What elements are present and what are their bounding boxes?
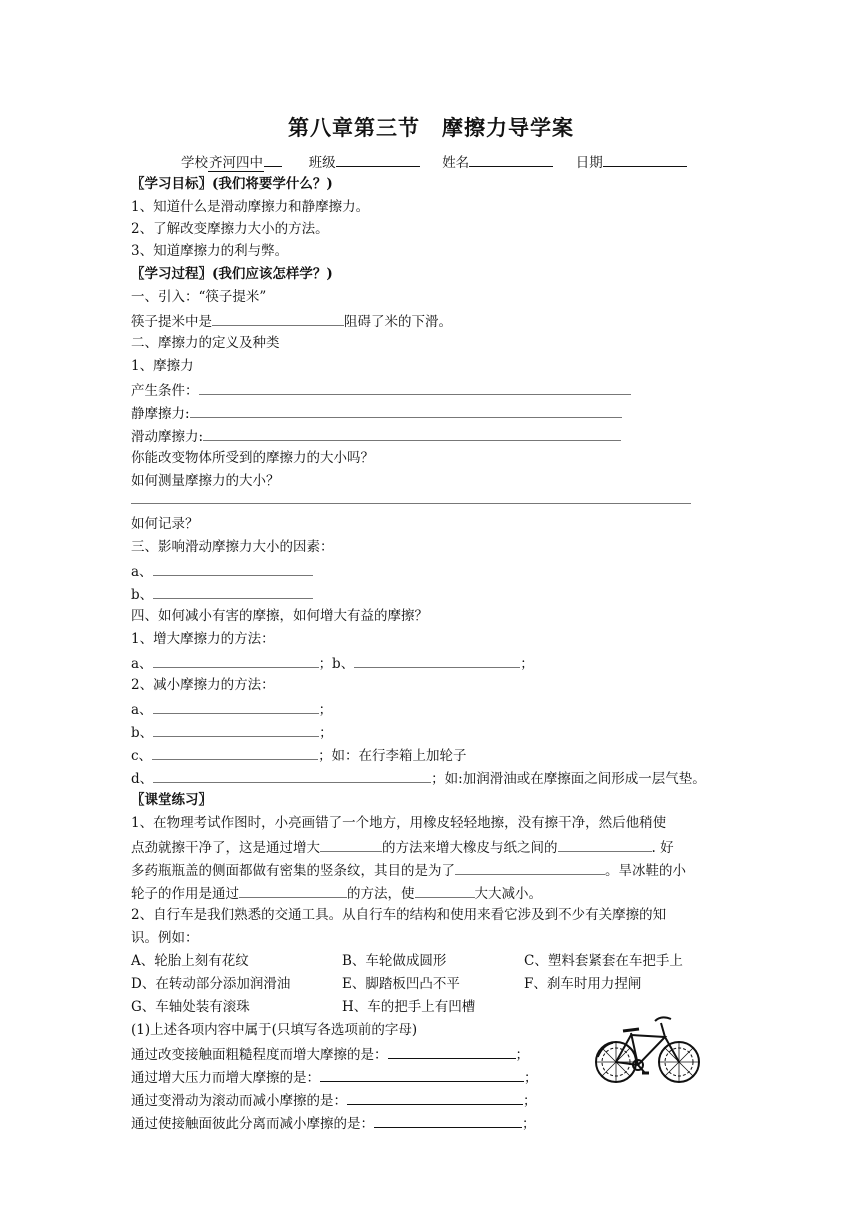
section-2-heading: 二、摩擦力的定义及种类 [131,335,280,351]
practice-1-line-3 [131,860,686,881]
factor-a-blank[interactable] [153,561,313,576]
practice-1-line-2 [131,837,674,858]
sub-question-1: (1)上述各项内容中属于(只填写各选项前的字母) [131,1022,418,1038]
process-heading: 〖学习过程〗(我们应该怎样学？) [131,266,333,282]
decrease-c-example: ；如：在行李箱上加轮子 [318,748,467,764]
practice-heading: 〖课堂练习〗 [131,792,212,808]
increase-a-blank[interactable] [153,653,319,668]
condition-row [131,380,631,401]
question-change-friction: 你能改变物体所受到的摩擦力的大小吗？ [131,450,374,466]
static-label: 静摩擦力: [131,406,190,422]
p1-text-g: 的方法，使 [347,886,415,902]
fill-1-blank[interactable] [388,1044,516,1059]
semicolon: ； [522,1116,536,1132]
class-label: 班级 [308,155,336,171]
decrease-c-label: c、 [131,748,153,764]
handlebar-stem [661,1023,665,1037]
factor-b-label: b、 [131,587,154,603]
p1-blank-1[interactable] [320,837,382,852]
saddle [623,1029,639,1031]
practice-2-line-1: 2、自行车是我们熟悉的交通工具。从自行车的结构和使用来看它涉及到不少有关摩擦的知 [131,907,667,923]
sliding-blank[interactable] [203,426,621,441]
section-4-2: 2、减小摩擦力的方法： [131,677,275,693]
fill-row-1 [131,1044,529,1065]
intro-q-pre: 筷子提米中是 [131,314,212,330]
decrease-d-label: d、 [131,771,154,787]
static-friction-row [131,403,622,424]
fill-4-blank[interactable] [374,1113,522,1128]
question-measure-friction: 如何测量摩擦力的大小？ [131,473,280,489]
sliding-label: 滑动摩擦力: [131,429,204,445]
section-2-1: 1、摩擦力 [131,358,194,374]
decrease-c-blank[interactable] [152,745,318,760]
semicolon: ； [524,1070,538,1086]
increase-b-blank[interactable] [354,653,520,668]
bicycle-illustration [593,1007,703,1089]
school-blank [264,152,282,167]
decrease-a-label: a、 [131,702,153,718]
goal-item: 1、知道什么是滑动摩擦力和静摩擦力。 [131,199,370,215]
intro-q-post: 阻碍了米的下滑。 [344,314,452,330]
intro-line: 一、引入：“筷子提米” [131,289,267,305]
semicolon: ； [319,725,333,741]
factor-b-row [131,584,313,605]
header-info-row [181,152,687,173]
goals-heading: 〖学习目标〗(我们将要学什么？) [131,176,333,192]
question-record: 如何记录？ [131,516,199,532]
decrease-c-row [131,745,467,766]
condition-label: 产生条件： [131,383,199,399]
factor-a-row [131,561,313,582]
answer-line[interactable] [131,503,691,504]
decrease-b-label: b、 [131,725,154,741]
option-g: G、车轴处装有滚珠 [131,999,250,1015]
decrease-d-example: ；如:加润滑油或在摩擦面之间形成一层气垫。 [431,771,706,787]
section-4-1: 1、增大摩擦力的方法： [131,631,275,647]
static-blank[interactable] [190,403,622,418]
date-label: 日期 [575,155,603,171]
semicolon: ； [318,702,333,718]
decrease-b-row [131,722,333,743]
fill-2-label: 通过增大压力而增大摩擦的是： [131,1070,320,1086]
date-blank[interactable] [603,152,687,167]
decrease-a-row [131,699,332,720]
option-f: F、刹车时用力捏闸 [524,976,642,992]
practice-2-line-2: 识。例如： [131,930,199,946]
name-blank[interactable] [469,152,553,167]
increase-methods-row [131,653,534,674]
intro-blank[interactable] [212,311,344,326]
option-h: H、车的把手上有凹槽 [342,999,476,1015]
p1-text-e: 。旱冰鞋的小 [605,863,686,879]
decrease-b-blank[interactable] [153,722,319,737]
fill-3-blank[interactable] [347,1090,523,1105]
school-label: 学校 [181,155,208,171]
p1-blank-4[interactable] [239,883,347,898]
section-4-heading: 四、如何减小有害的摩擦，如何增大有益的摩擦？ [131,608,428,624]
semicolon: ； [515,1047,529,1063]
increase-b-label: ；b、 [318,656,355,672]
increase-a-label: a、 [131,656,153,672]
p1-blank-5[interactable] [415,883,475,898]
class-blank[interactable] [336,152,420,167]
intro-question [131,311,452,332]
option-c: C、塑料套紧套在车把手上 [524,953,683,969]
fill-row-2 [131,1067,538,1088]
semicolon: ； [523,1093,537,1109]
fill-row-3 [131,1090,537,1111]
fill-2-blank[interactable] [320,1067,524,1082]
condition-blank[interactable] [199,380,631,395]
fill-row-4 [131,1113,536,1134]
p1-text-d: 多药瓶瓶盖的侧面都做有密集的竖条纹，其目的是为了 [131,863,455,879]
decrease-a-blank[interactable] [153,699,319,714]
decrease-d-blank[interactable] [153,768,431,783]
p1-blank-2[interactable] [558,837,652,852]
name-label: 姓名 [442,155,470,171]
factor-b-blank[interactable] [153,584,313,599]
p1-text-b: 的方法来增大橡皮与纸之间的 [382,840,558,856]
option-a: A、轮胎上刻有花纹 [131,953,249,969]
p1-text-a: 点劲就擦干净了，这是通过增大 [131,840,320,856]
goal-item: 3、知道摩擦力的利与弊。 [131,243,289,259]
school-value: 齐河四中 [209,155,263,171]
option-d: D、在转动部分添加润滑油 [131,976,291,992]
semicolon: ； [520,656,534,672]
p1-text-h: 大大减小。 [474,886,542,902]
fill-4-label: 通过使接触面彼此分离而减小摩擦的是： [131,1116,374,1132]
fill-3-label: 通过变滑动为滚动而减小摩擦的是： [131,1093,347,1109]
handlebar [655,1017,671,1021]
sliding-friction-row [131,426,621,447]
option-b: B、车轮做成圆形 [342,953,447,969]
p1-blank-3[interactable] [455,860,605,875]
fill-1-label: 通过改变接触面粗糙程度而增大摩擦的是： [131,1047,388,1063]
section-3-heading: 三、影响滑动摩擦力大小的因素： [131,539,334,555]
practice-1-line-4 [131,883,542,904]
page-title: 第八章第三节 摩擦力导学案 [288,116,574,140]
option-e: E、脚踏板凹凸不平 [342,976,460,992]
p1-text-c: . 好 [651,840,674,856]
goal-item: 2、了解改变摩擦力大小的方法。 [131,221,329,237]
practice-1-line-1: 1、在物理考试作图时，小亮画错了一个地方，用橡皮轻轻地擦，没有擦干净，然后他稍使 [131,815,667,831]
decrease-d-row [131,768,706,789]
factor-a-label: a、 [131,564,153,580]
p1-text-f: 轮子的作用是通过 [131,886,239,902]
